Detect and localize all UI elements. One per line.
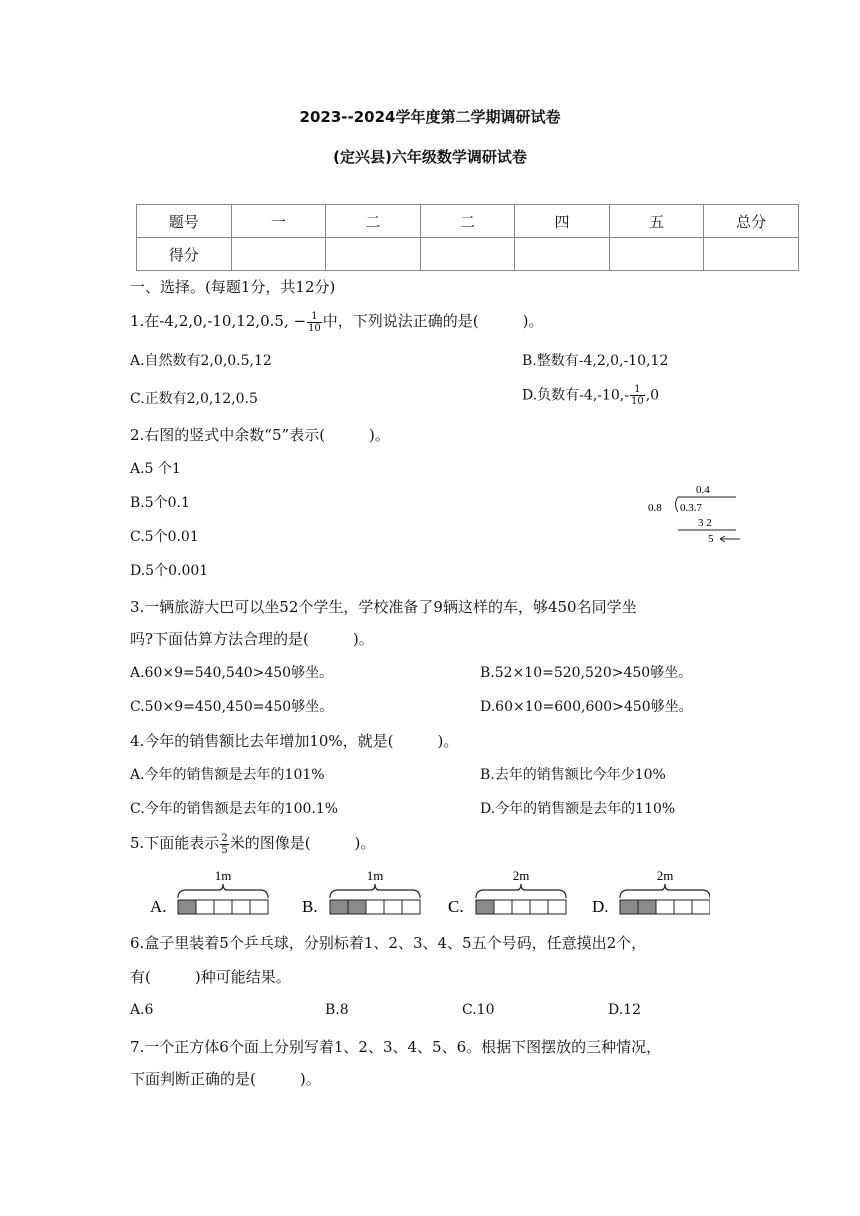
q5-figure-c[interactable] [448,868,566,916]
q3-stem: 吗?下面估算方法合理的是( [130,630,309,648]
q1-option-d[interactable] [522,384,659,407]
segment [232,900,250,914]
q2-option-d[interactable]: D.5个0.001 [130,563,209,579]
division-bracket [676,497,679,512]
division-divisor: 0.8 [648,502,662,514]
q6-option-a[interactable]: A.6 [130,1002,154,1018]
q5-figure-d[interactable] [592,868,710,916]
exam-subtitle: (定兴县)六年级数学调研试卷 [333,148,527,166]
fraction-denominator: 10 [308,322,321,334]
exam-title: 2023--2024学年度第二学期调研试卷 [299,108,561,126]
score-entry[interactable] [609,238,704,271]
q1-stem-end: )。 [522,312,544,330]
score-cell: 二 [326,205,421,238]
question-2-stem [130,424,390,445]
q3-option-c[interactable]: C.50×9=450,450=450够坐。 [130,699,334,715]
segment [402,900,420,914]
fraction-numerator: 2 [221,832,228,844]
q1-option-b[interactable]: B.整数有-4,2,0,-10,12 [522,353,669,369]
figure-option-label: A. [150,897,167,916]
score-table [136,204,799,271]
score-entry[interactable] [326,238,421,271]
fraction-numerator: 1 [630,384,645,396]
score-row-label: 得分 [137,238,232,271]
question-4-stem [130,730,458,751]
segment [196,900,214,914]
q4-stem: 4.今年的销售额比去年增加10%，就是( [130,732,394,750]
brace-icon [476,884,566,898]
shaded-segment [638,900,656,914]
score-entry[interactable] [704,238,799,271]
division-dividend: 0.3.7 [680,502,702,514]
q4-option-d[interactable]: D.今年的销售额是去年的110% [480,801,676,817]
fraction-numerator: 1 [307,311,322,323]
figure-length-label: 1m [214,868,232,883]
score-cell: 题号 [137,205,232,238]
q1-option-c[interactable]: C.正数有2,0,12,0.5 [130,391,258,407]
q3-option-d[interactable]: D.60×10=600,600>450够坐。 [480,699,693,715]
fraction-denominator: 5 [221,844,228,856]
fraction-denominator: 10 [631,396,644,407]
q2-option-b[interactable]: B.5个0.1 [130,495,190,511]
q6-option-b[interactable]: B.8 [325,1002,349,1018]
segment [366,900,384,914]
q5-figure-a[interactable] [150,868,268,916]
score-cell: 总分 [704,205,799,238]
q2-option-a[interactable]: A.5 个1 [130,461,181,477]
q5-figure-b[interactable] [302,868,420,916]
q1-option-d-text: ,0 [645,387,660,404]
q2-stem-end: )。 [369,426,390,444]
figure-length-label: 1m [366,868,384,883]
q6-stem: 有( [130,968,151,986]
q1-stem-part: 中，下列说法正确的是( [322,312,479,330]
segment [530,900,548,914]
q1-option-a[interactable]: A.自然数有2,0,0.5,12 [130,353,272,369]
division-product: 3 2 [698,517,712,529]
q4-option-c[interactable]: C.今年的销售额是去年的100.1% [130,801,339,817]
q5-stem-end: )。 [354,834,376,852]
q6-option-d[interactable]: D.12 [608,1002,641,1018]
score-entry[interactable] [231,238,326,271]
question-6-line1: 6.盒子里装着5个乒乓球，分别标着1、2、3、4、5五个号码，任意摸出2个， [130,934,647,952]
score-cell: 一 [231,205,326,238]
shaded-segment [330,900,348,914]
question-3-line1: 3.一辆旅游大巴可以坐52个学生，学校准备了9辆这样的车，够450名同学坐 [130,598,637,616]
shaded-segment [348,900,366,914]
score-cell: 二 [420,205,515,238]
question-5-stem [130,832,375,856]
score-table-header-row [137,205,799,238]
brace-icon [330,884,420,898]
segment [548,900,566,914]
segment [674,900,692,914]
q5-fraction [220,833,228,856]
q4-option-b[interactable]: B.去年的销售额比今年少10% [480,767,666,783]
section-heading: 一、选择。(每题1分，共12分) [130,278,336,296]
division-remainder: 5 [708,533,714,545]
q4-option-a[interactable]: A.今年的销售额是去年的101% [130,767,325,783]
shaded-segment [178,900,196,914]
segment [512,900,530,914]
segment [384,900,402,914]
q6-option-c[interactable]: C.10 [462,1002,495,1018]
q7-stem: 下面判断正确的是( [130,1070,256,1088]
figure-length-label: 2m [656,868,674,883]
score-cell: 五 [609,205,704,238]
q3-option-a[interactable]: A.60×9=540,540>450够坐。 [130,665,334,681]
segment [250,900,268,914]
question-6-line2 [130,966,291,987]
q2-option-c[interactable]: C.5个0.01 [130,529,199,545]
figure-option-label: B. [302,897,318,916]
score-cell: 四 [515,205,610,238]
question-7-line2 [130,1068,321,1089]
q3-stem-end: )。 [352,630,374,648]
q1-stem-part: 1.在-4,2,0,-10,12,0.5, − [130,312,307,330]
q2-stem: 2.右图的竖式中余数“5”表示( [130,426,326,444]
score-entry[interactable] [515,238,610,271]
score-table-score-row [137,238,799,271]
brace-icon [620,884,710,898]
question-1-stem [130,310,544,334]
score-entry[interactable] [420,238,515,271]
division-quotient: 0.4 [696,484,710,496]
long-division-figure [640,478,760,548]
figure-length-label: 2m [512,868,530,883]
question-7-line1: 7.一个正方体6个面上分别写着1、2、3、4、5、6。根据下图摆放的三种情况， [130,1038,662,1056]
q5-stem: 5.下面能表示 [130,834,220,852]
shaded-segment [476,900,494,914]
figure-option-label: D. [592,897,609,916]
q5-stem: 米的图像是( [229,834,311,852]
q6-stem-end: )种可能结果。 [194,968,291,986]
segment [494,900,512,914]
shaded-segment [620,900,638,914]
q5-figures [150,866,710,918]
brace-icon [178,884,268,898]
q3-option-b[interactable]: B.52×10=520,520>450够坐。 [480,665,693,681]
segment [692,900,710,914]
q7-stem-end: )。 [299,1070,321,1088]
figure-option-label: C. [448,897,464,916]
segment [214,900,232,914]
q4-stem-end: )。 [437,732,459,750]
q1-option-d-text: D.负数有-4,-10,- [522,387,629,404]
q1-option-d-fraction [630,384,645,407]
segment [656,900,674,914]
q1-fraction [307,311,322,334]
question-3-line2 [130,628,374,649]
